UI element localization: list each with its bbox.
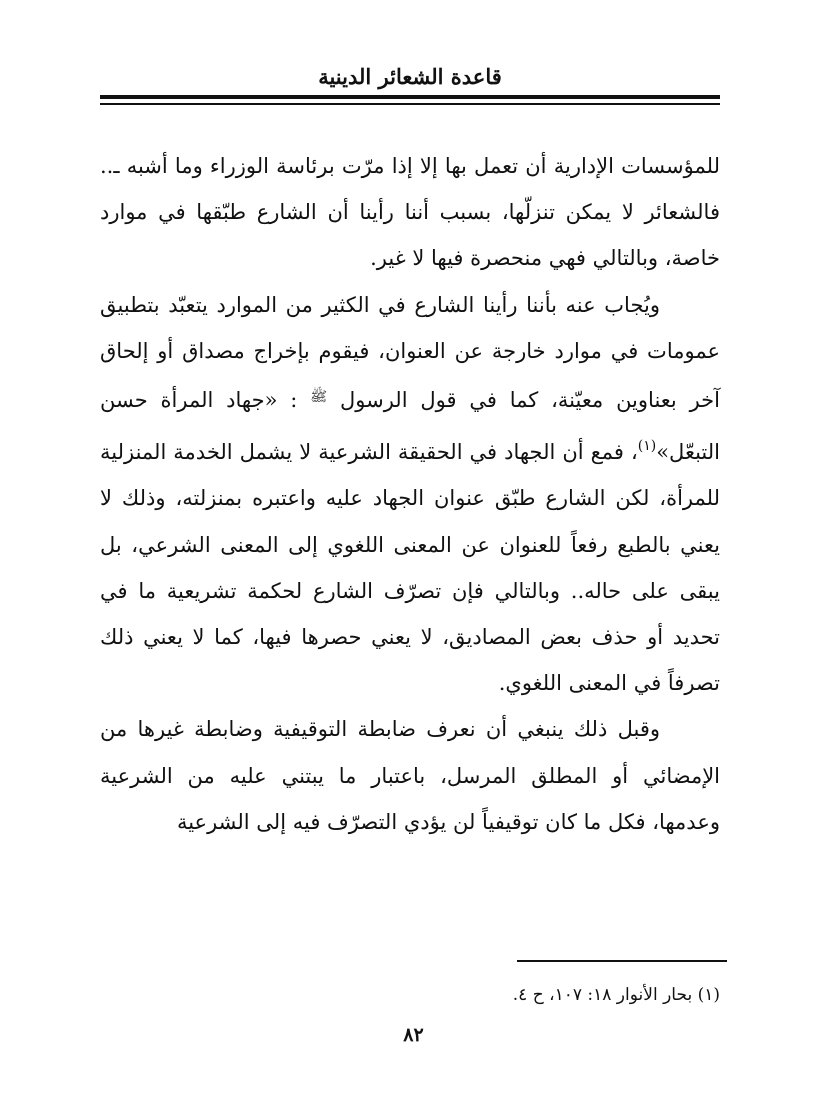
paragraph-2 bbox=[100, 282, 720, 707]
footnote-1: (١) بحار الأنوار ١٨: ١٠٧، ح ٤. bbox=[512, 985, 720, 1005]
header-rule-thin bbox=[100, 103, 720, 105]
running-header-title: قاعدة الشعائر الدينية bbox=[318, 64, 502, 89]
footnote-separator bbox=[517, 960, 727, 962]
paragraph-1: للمؤسسات الإدارية أن تعمل بها إلا إذا مرّت برئاسة الوزراء وما أشبه ـ.. فالشعائر لا يمكن تنزلّها، بسبب أننا رأينا أن الشارع طبّقها في موارد خاصة، وبالتالي فهي منحصرة فيها لا غير. bbox=[100, 154, 720, 271]
footnote-ref-1[interactable]: (١) bbox=[637, 438, 657, 455]
page-number: ٨٢ bbox=[403, 1024, 424, 1046]
paragraph-2-part-3: ، فمع أن الجهاد في الحقيقة الشرعية لا يشمل الخدمة المنزلية للمرأة، لكن الشارع طبّق عنوان الجهاد عليه واعتبره بمنزلته، وذلك لا يعني بالطبع رفعاً للعنوان عن المعنى اللغوي إلى المعنى الشرعي، بل يبقى على حاله.. وبالتالي فإن تصرّف الشارع لحكمة تشريعية ما في تحديد أو حذف بعض المصاديق، لا يعني حصرها فيها، كما لا يعني ذلك تصرفاً في المعنى اللغوي. bbox=[100, 440, 720, 696]
header-rule-thick bbox=[100, 95, 720, 99]
paragraph-2-part-1: ويُجاب عنه بأننا رأينا الشارع في الكثير من الموارد يتعبّد بتطبيق عمومات في موارد خارجة عن العنوان، فيقوم بإخراج مصداق أو إلحاق آخر بعناوين معيّنة، كما في قول الرسول bbox=[100, 292, 721, 413]
paragraph-3: وقبل ذلك ينبغي أن نعرف ضابطة التوقيفية وضابطة غيرها من الإمضائي أو المطلق المرسل، باعتبار ما يبتني عليه من الشرعية وعدمها، فكل ما كان توقيفياً لن يؤدي التصرّف فيه إلى الشرعية bbox=[100, 717, 720, 834]
body-text bbox=[100, 143, 720, 845]
paragraph-2-part-2: : «جهاد المرأة حسن التبعّل» bbox=[100, 388, 720, 465]
honorific-glyph: ﷺ bbox=[310, 389, 328, 406]
